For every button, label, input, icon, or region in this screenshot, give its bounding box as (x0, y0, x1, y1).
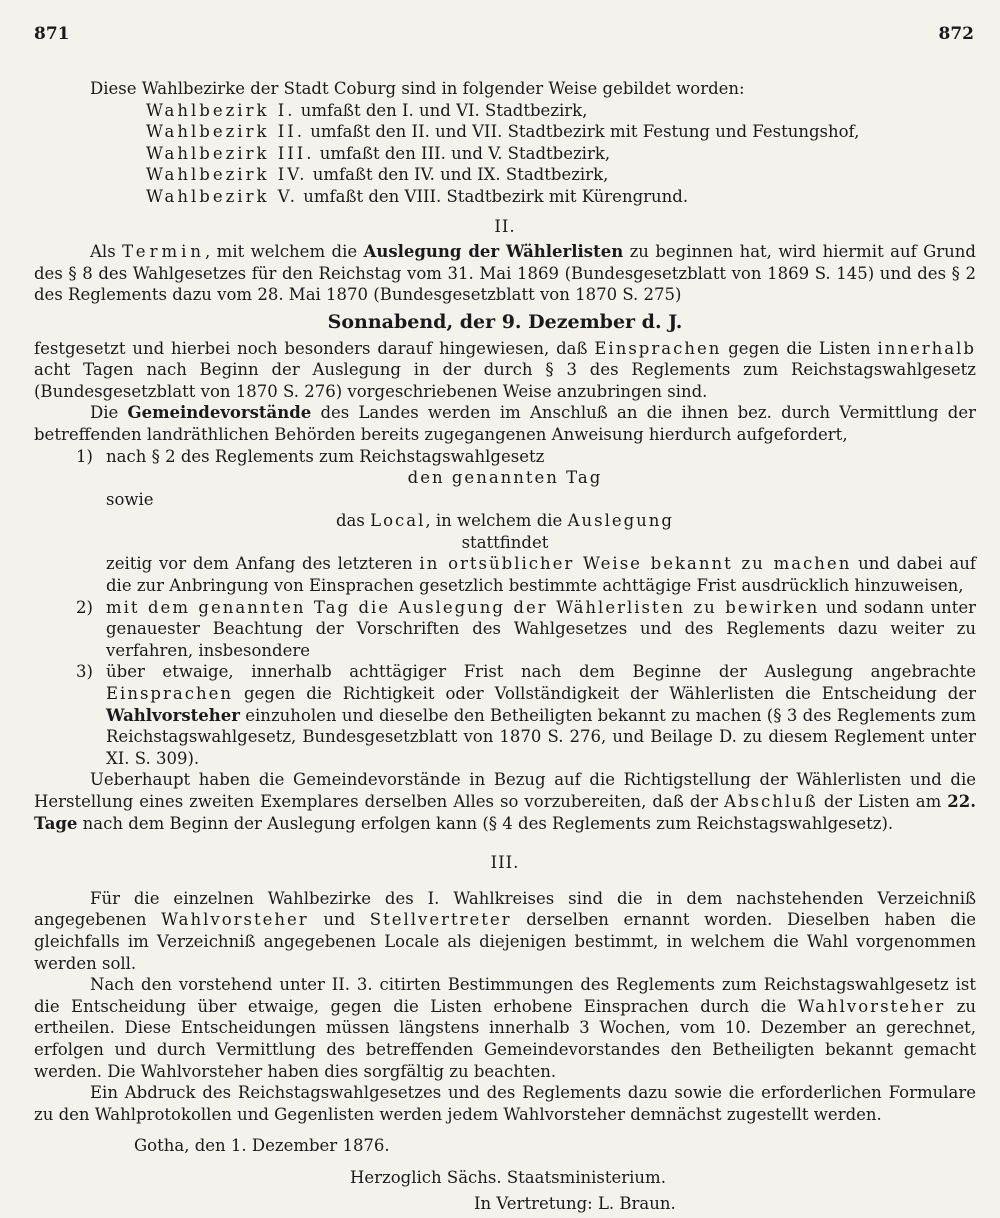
einsprachen-spaced: Einsprachen (106, 684, 233, 704)
text-run: , mit welchem die (205, 242, 364, 262)
enum-number: 1) (76, 446, 93, 466)
section2-paragraph-4 (34, 769, 976, 834)
tage-bold: 22. Tage (34, 792, 976, 833)
section3-paragraph-3: Ein Abdruck des Reichstagswahlgesetzes und des Reglements dazu sowie die erforderlichen Formulare zu den Wahlprotokollen und Gegenlisten werden jedem Wahlvorsteher demnächst zugestellt werden. (34, 1083, 976, 1124)
section2-paragraph-1 (34, 241, 976, 306)
text-run: und sodann unter genauester Beachtung der Vorschriften des Wahlgesetzes und des Reglements dazu weiter zu verfahren, insbesondere (106, 597, 976, 660)
signature-date: Gotha, den 1. Dezember 1876. (134, 1136, 390, 1156)
wahlbezirk-text: umfaßt den II. und VII. Stadtbezirk mit Festung und Festungshof, (310, 122, 860, 142)
item1-continuation (34, 553, 976, 596)
text-run: einzuholen und dieselbe den Betheiligten bekannt zu machen (§ 3 des Reglements zum Reichstagswahlgesetz, Bundesgesetzblatt von 1870 S. 276, und Beilage D. zu diesem Reglement unter XI. S. 309). (106, 705, 976, 768)
text-run: gegen die Richtigkeit oder Vollständigkeit der Wählerlisten die Entscheidung der (232, 684, 976, 704)
text-run: Für die einzelnen Wahlbezirke des I. Wahlkreises sind die in dem nachstehenden Verzeichniß angegebenen (34, 888, 976, 930)
signature-ministry: Herzoglich Sächs. Staatsministerium. (350, 1167, 666, 1187)
wahlbezirk-label: Wahlbezirk III. (146, 143, 315, 163)
enum-number: 2) (76, 597, 93, 617)
text-run: und (308, 910, 370, 930)
text-run: und dabei auf die zur Anbringung von Einsprachen gesetzlich bestimmte achttägige Frist ausdrücklich hinzuweisen, (106, 554, 977, 596)
stellvertreter-spaced: Stellvertreter (369, 910, 512, 930)
wahlbezirk-item (146, 143, 976, 165)
text-run: zeitig vor dem Anfang des letzteren (106, 554, 420, 574)
wahlbezirk-label: Wahlbezirk II. (146, 122, 305, 142)
section-heading-ii: II. (494, 216, 516, 236)
enum-item-3 (34, 661, 976, 769)
document-body (34, 78, 976, 1214)
wahlbezirk-text: umfaßt den IV. und IX. Stadtbezirk, (312, 165, 609, 185)
innerhalb-spaced: innerhalb (877, 338, 976, 358)
text-run: Ueberhaupt haben die Gemeindevorstände in Bezug auf die Richtigstellung der Wählerlisten und die Herstellung eines zweiten Exemplares derselben Alles so vorzubereiten, daß der (34, 770, 976, 811)
enum-item-2 (34, 597, 976, 662)
wahlbezirk-label: Wahlbezirk I. (146, 100, 296, 120)
section-heading-iii: III. (490, 853, 520, 873)
wahlbezirk-text: umfaßt den I. und VI. Stadtbezirk, (300, 100, 588, 120)
wahlbezirk-item (146, 186, 976, 208)
page-number-left: 871 (34, 24, 70, 44)
text-run: zu ertheilen. Diese Entscheidungen müssen längstens innerhalb 3 Wochen, vom 10. Dezember an gerechnet, erfolgen und durch Vermittlung des betreffenden Gemeindevorstandes den Betheiligten bekannt gemacht werden. Die Wahlvorsteher haben dies sorgfältig zu beachten. (34, 996, 976, 1081)
item1-center-line-2 (34, 510, 976, 532)
signature-signer: In Vertretung: L. Braun. (474, 1193, 676, 1213)
section3-paragraph-1 (34, 888, 976, 974)
wahlbezirk-label: Wahlbezirk IV. (146, 165, 308, 185)
enum-text: nach § 2 des Reglements zum Reichstagswahlgesetz (106, 446, 545, 466)
spacer (34, 834, 976, 844)
item1-center-line: den genannten Tag (407, 468, 603, 488)
section2-paragraph-2 (34, 338, 976, 403)
spacer (34, 878, 976, 888)
auslegung-spaced: Auslegung (567, 511, 674, 531)
intro-line: Diese Wahlbezirke der Stadt Coburg sind in folgender Weise gebildet worden: (90, 79, 745, 98)
text-run: festgesetzt und hierbei noch besonders darauf hingewiesen, daß (34, 338, 595, 358)
abschluss-spaced: Abschluß (724, 792, 818, 811)
local-spaced: Local (370, 511, 426, 531)
text-run: Nach den vorstehend unter II. 3. citirten Bestimmungen des Reglements zum Reichstagswahlgesetz ist die Entscheidung über etwaige, gegen die Listen erhobene Einsprachen durch die (34, 975, 976, 1016)
text-run: nach dem Beginn der Auslegung erfolgen kann (§ 4 des Reglements zum Reichstagswahlgesetz). (77, 813, 894, 833)
wahlvorsteher-spaced: Wahlvorsteher (161, 910, 309, 930)
page-number-right: 872 (938, 24, 974, 44)
text-run: des Landes werden im Anschluß an die ihnen bez. durch Vermittlung der betreffenden landräthlichen Behörden bereits zugegangenen Anweisung hierdurch aufgefordert, (34, 403, 976, 444)
text-run: Die (90, 403, 128, 423)
wahlbezirk-label: Wahlbezirk V. (146, 186, 298, 206)
auslegung-bewirken-spaced: mit dem genannten Tag die Auslegung der Wählerlisten zu bewirken (106, 597, 820, 617)
text-run: , in welchem die (425, 511, 568, 531)
section3-paragraph-2 (34, 974, 976, 1082)
wahlbezirk-item (146, 164, 976, 186)
text-run: zu beginnen hat, wird hiermit auf Grund des § 8 des Wahlgesetzes für den Reichstag vom 31. Mai 1869 (Bundesgesetzblatt von 1869 S. 145) und des § 2 des Reglements dazu vom 28. Mai 1870 (Bundesgesetzblatt von 1870 S. 275) (34, 242, 976, 305)
enum-number: 3) (76, 662, 93, 682)
text-run: derselben ernannt worden. Dieselben haben die gleichfalls im Verzeichniß angegebenen Locale als diejenigen bestimmt, in welchem die Wahl vorgenommen werden soll. (34, 910, 976, 973)
wahlbezirk-list (146, 100, 976, 208)
wahlvorsteher-bold: Wahlvorsteher (106, 705, 240, 725)
termin-spaced: Termin (122, 242, 206, 262)
date-line: Sonnabend, der 9. Dezember d. J. (327, 310, 683, 333)
item1-sowie: sowie (106, 489, 154, 509)
gemeindevorstaende-bold: Gemeindevorstände (127, 403, 312, 423)
text-run: das (336, 511, 371, 531)
einsprachen-spaced: Einsprachen (594, 338, 722, 358)
text-run: über etwaige, innerhalb achttägiger Frist nach dem Beginne der Auslegung angebrachte (106, 662, 976, 682)
text-run: gegen die Listen (721, 338, 878, 358)
wahlvorsteher-spaced: Wahlvorsteher (797, 996, 946, 1016)
wahlbezirk-text: umfaßt den III. und V. Stadtbezirk, (319, 143, 611, 163)
wahlbezirk-item (146, 121, 976, 143)
text-run: acht Tagen nach Beginn der Auslegung in der durch § 3 des Reglements zum Reichstagswahlgesetz (Bundesgesetzblatt von 1870 S. 276) vorgeschriebenen Weise anzubringen sind. (34, 360, 976, 401)
enum-item-1 (34, 446, 976, 468)
bekannt-spaced: in ortsüblicher Weise bekannt zu machen (419, 554, 852, 574)
text-run: der Listen am (817, 792, 948, 811)
text-run: Als (90, 242, 123, 262)
auslegung-bold: Auslegung der Wählerlisten (363, 242, 624, 262)
section2-paragraph-3 (34, 402, 976, 445)
item1-center-line-3: stattfindet (461, 532, 549, 552)
wahlbezirk-item (146, 100, 976, 122)
wahlbezirk-text: umfaßt den VIII. Stadtbezirk mit Kürengrund. (303, 186, 689, 206)
